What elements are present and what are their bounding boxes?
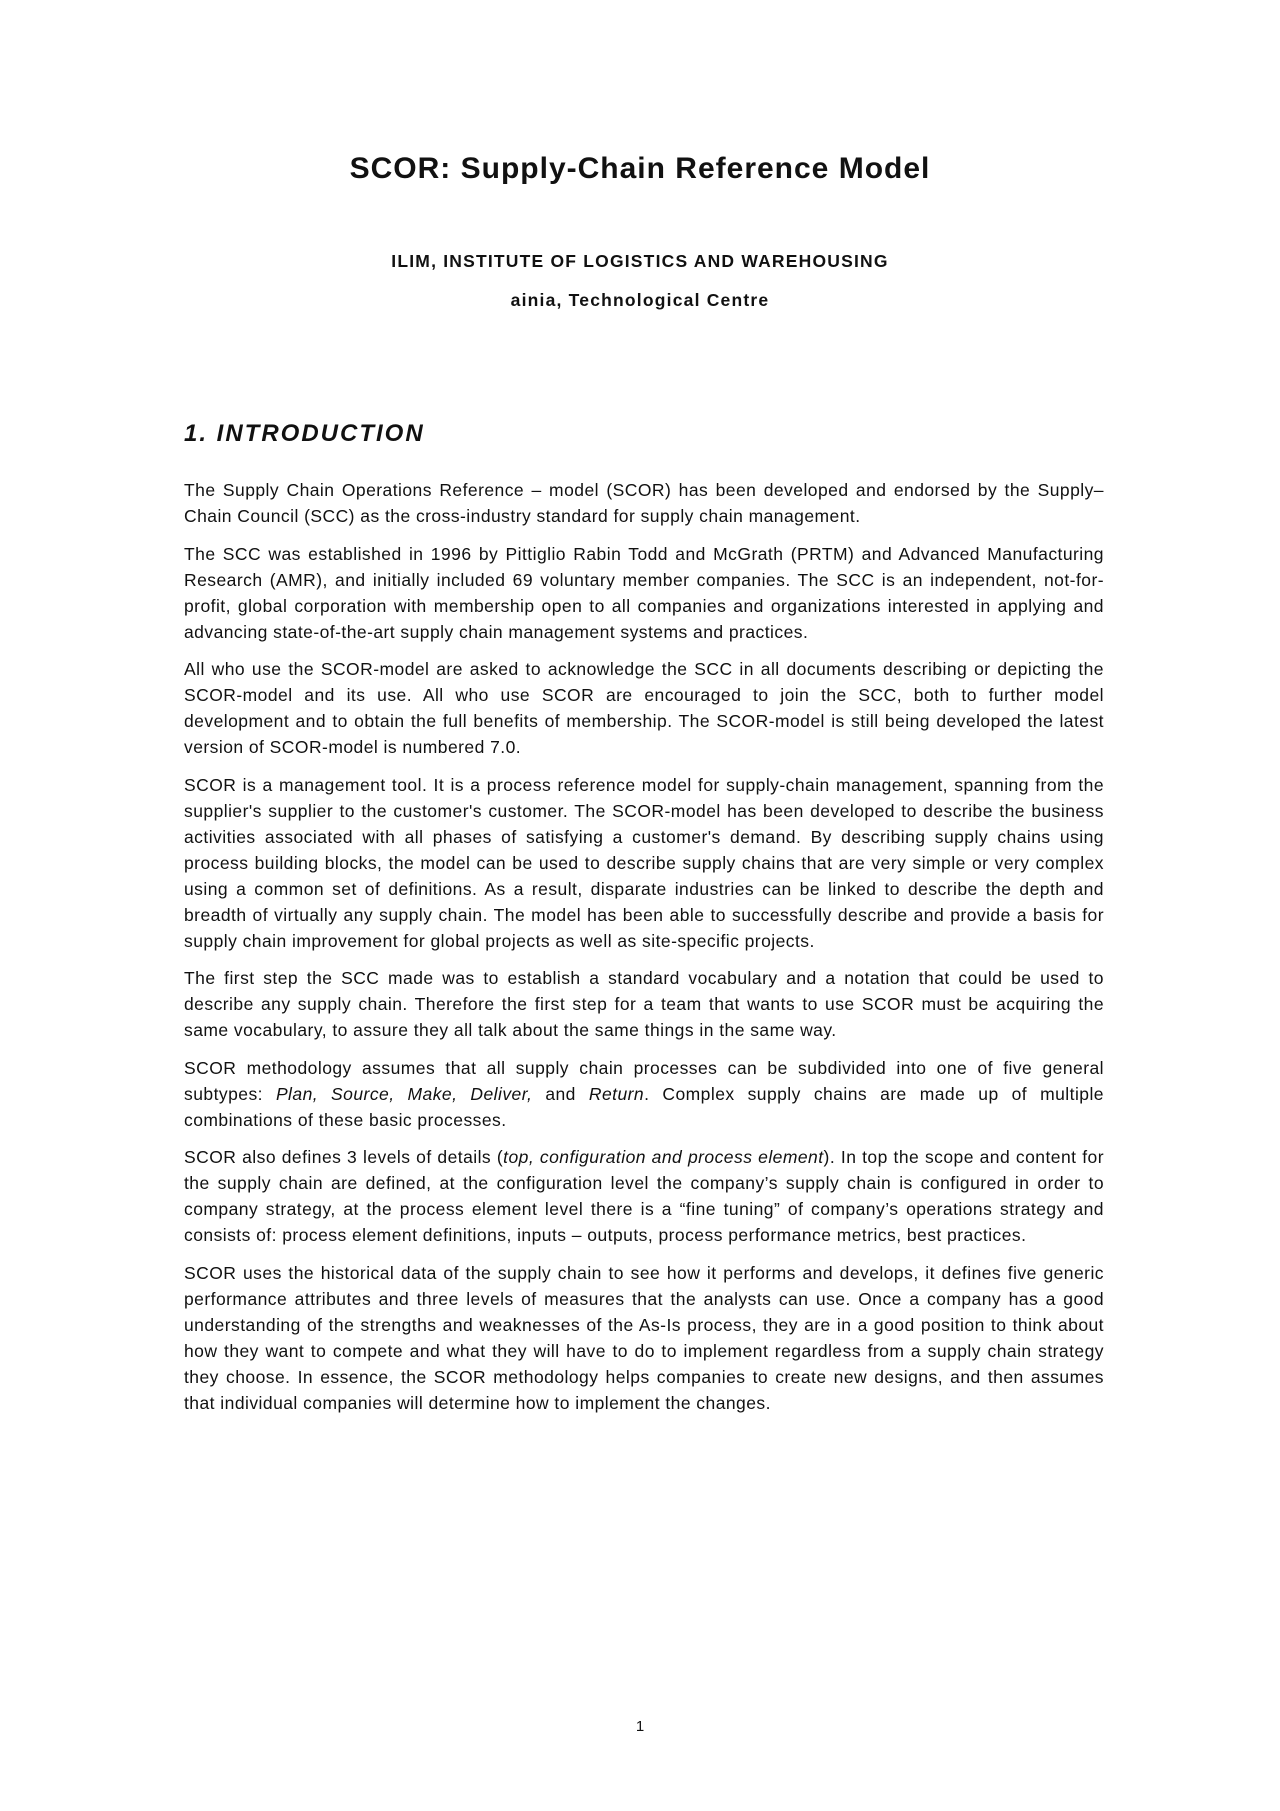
paragraph-acknowledgement: All who use the SCOR-model are asked to acknowledge the SCC in all documents describing or depicting the SCOR-model and its use. All who use SCOR are encouraged to join the SCC, both to further model development and to obtain the full benefits of membership. The SCOR-model is still being developed the latest version of SCOR-model is numbered 7.0. <box>184 659 1104 757</box>
paragraph-scor-definition: The Supply Chain Operations Reference – model (SCOR) has been developed and endorsed by the Supply–Chain Council (SCC) as the cross-industry standard for supply chain management. <box>184 480 1104 526</box>
section-body <box>184 477 1104 1427</box>
subtypes-intro-text: SCOR methodology assumes that all supply chain processes can be subdivided into one of five general subtypes: <box>184 1057 1104 1104</box>
page-number: 1 <box>635 1718 645 1735</box>
subtypes-return-term: Return <box>588 1083 645 1104</box>
levels-intro-text: SCOR also defines 3 levels of details ( <box>184 1147 504 1167</box>
subtypes-italic-terms: Plan, Source, Make, Deliver, <box>275 1083 533 1104</box>
levels-italic-terms: top, configuration and process element <box>503 1147 824 1167</box>
paragraph-process-subtypes <box>184 1055 1104 1133</box>
paragraph-historical-data: SCOR uses the historical data of the supply chain to see how it performs and develops, it defines five generic performance attributes and three levels of measures that the analysts can use. Once a company has a good understanding of the strengths and weaknesses of the As-Is process, they are in a good position to think about how they want to compete and what they will have to do to implement regardless from a supply chain strategy they choose. In essence, the SCOR methodology helps companies to create new designs, and then assumes that individual companies will determine how to implement the changes. <box>184 1262 1104 1413</box>
affiliation-ainia: ainia, Technological Centre <box>510 290 770 310</box>
paragraph-levels-of-detail <box>184 1144 1104 1248</box>
affiliation-ilim: ILIM, INSTITUTE OF LOGISTICS AND WAREHOUSING <box>391 251 889 271</box>
subtypes-conjunction: and <box>532 1083 589 1104</box>
levels-closing-text: ). In top the scope and content for the supply chain are defined, at the configuration level the company’s supply chain is configured in order to company strategy, at the process element level there is a “fine tuning” of company’s operations strategy and consists of: process element definitions, inputs – outputs, process performance metrics, best practices. <box>184 1147 1104 1245</box>
document-title: SCOR: Supply-Chain Reference Model <box>349 152 931 185</box>
subtypes-closing-text: . Complex supply chains are made up of multiple combinations of these basic processes. <box>184 1083 1104 1130</box>
section-heading: 1. INTRODUCTION <box>184 420 425 447</box>
paragraph-scc-history: The SCC was established in 1996 by Pittiglio Rabin Todd and McGrath (PRTM) and Advanced Manufacturing Research (AMR), and initially included 69 voluntary member companies. The SCC is an independent, not-for-profit, global corporation with membership open to all companies and organizations interested in applying and advancing state-of-the-art supply chain management systems and practices. <box>184 543 1104 642</box>
paragraph-management-tool: SCOR is a management tool. It is a process reference model for supply-chain management, spanning from the supplier's supplier to the customer's customer. The SCOR-model has been developed to describe the business activities associated with all phases of satisfying a customer's demand. By describing supply chains using process building blocks, the model can be used to describe supply chains that are very simple or very complex using a common set of definitions. As a result, disparate industries can be linked to describe the depth and breadth of virtually any supply chain. The model has been able to successfully describe and provide a basis for supply chain improvement for global projects as well as site-specific projects. <box>184 774 1104 951</box>
paragraph-vocabulary: The first step the SCC made was to establish a standard vocabulary and a notation that could be used to describe any supply chain. Therefore the first step for a team that wants to use SCOR must be acquiring the same vocabulary, to assure they all talk about the same things in the same way. <box>184 968 1104 1040</box>
